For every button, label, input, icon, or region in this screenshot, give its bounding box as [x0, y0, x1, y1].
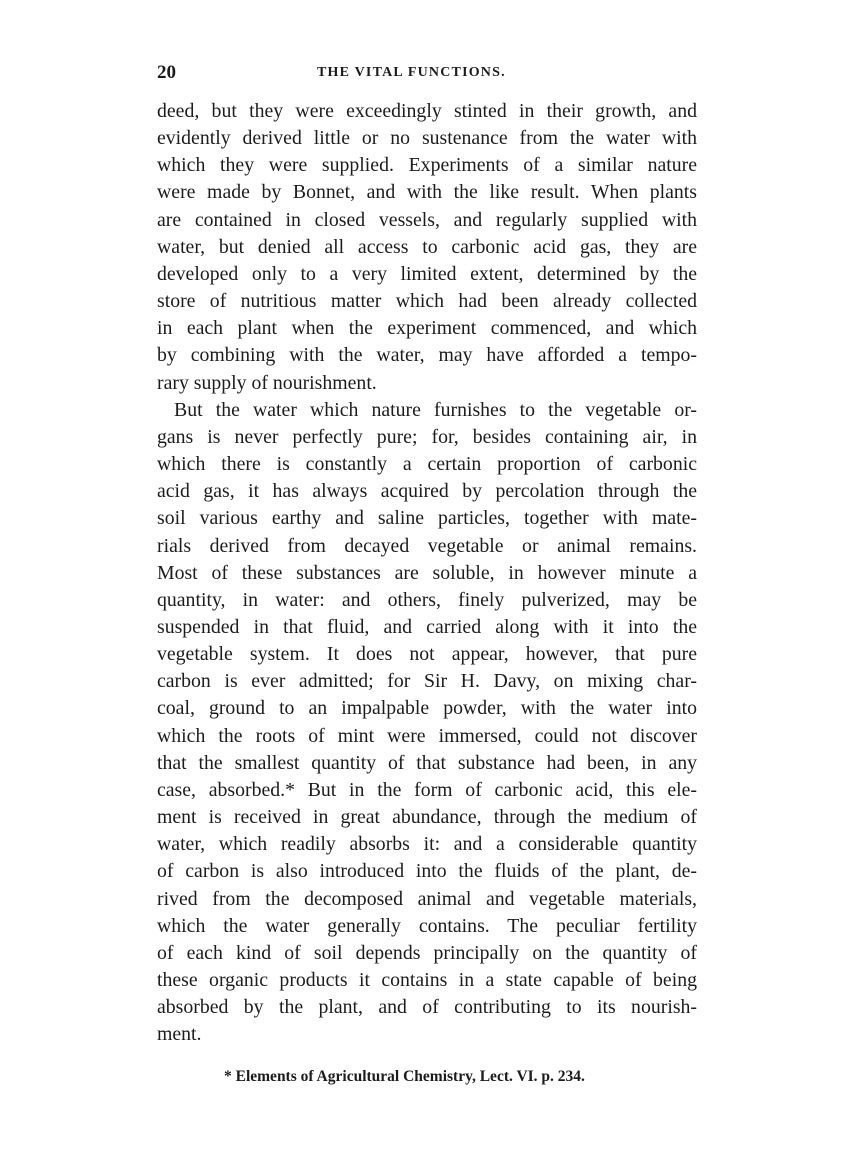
text-line: which they were supplied. Experiments of a similar nature: [157, 154, 697, 177]
text-line: these organic products it contains in a state capable of being: [157, 969, 697, 991]
text-line: that the smallest quantity of that substance had been, in any: [157, 751, 697, 774]
text-line: absorbed by the plant, and of contributing to its nourish-: [157, 996, 697, 1019]
text-line: in each plant when the experiment commenced, and which: [157, 317, 697, 340]
text-line: acid gas, it has always acquired by percolation through the: [157, 480, 697, 503]
text-line: water, but denied all access to carbonic acid gas, they are: [157, 235, 697, 258]
text-line: coal, ground to an impalpable powder, with the water into: [157, 697, 697, 720]
text-line: Most of these substances are soluble, in however minute a: [157, 561, 697, 584]
text-line: case, absorbed.* But in the form of carbonic acid, this ele-: [157, 778, 697, 801]
text-line: of each kind of soil depends principally on the quantity of: [157, 941, 697, 964]
text-line: which there is constantly a certain proportion of carbonic: [157, 453, 697, 476]
running-head: THE VITAL FUNCTIONS.: [317, 65, 506, 80]
footnote: * Elements of Agricultural Chemistry, Lect. VI. p. 234.: [224, 1068, 585, 1085]
paragraph-start-line: But the water which nature furnishes to the vegetable or-: [174, 398, 697, 421]
text-line: carbon is ever admitted; for Sir H. Davy, on mixing char-: [157, 670, 697, 693]
text-line: which the roots of mint were immersed, could not discover: [157, 724, 697, 747]
text-line: developed only to a very limited extent, determined by the: [157, 262, 697, 285]
text-line: are contained in closed vessels, and regularly supplied with: [157, 208, 697, 231]
text-line: water, which readily absorbs it: and a considerable quantity: [157, 833, 697, 856]
text-line: store of nutritious matter which had been already collected: [157, 290, 697, 313]
text-line: ment is received in great abundance, through the medium of: [157, 806, 697, 829]
text-line: rived from the decomposed animal and vegetable materials,: [157, 887, 697, 910]
text-line: which the water generally contains. The peculiar fertility: [157, 914, 697, 937]
text-line: rary supply of nourishment.: [157, 371, 377, 394]
text-line: gans is never perfectly pure; for, besides containing air, in: [157, 425, 697, 448]
text-line: rials derived from decayed vegetable or animal remains.: [157, 534, 697, 557]
text-line: were made by Bonnet, and with the like result. When plants: [157, 181, 697, 204]
text-line: of carbon is also introduced into the fluids of the plant, de-: [157, 860, 697, 883]
text-line: soil various earthy and saline particles, together with mate-: [157, 507, 697, 530]
page-number: 20: [157, 62, 176, 83]
page-header: [157, 62, 697, 86]
text-line: evidently derived little or no sustenance from the water with: [157, 127, 697, 150]
text-line: quantity, in water: and others, finely pulverized, may be: [157, 588, 697, 611]
text-line: by combining with the water, may have afforded a tempo-: [157, 344, 697, 367]
body-text: [157, 98, 697, 1048]
text-line: deed, but they were exceedingly stinted in their growth, and: [157, 100, 697, 122]
text-line: ment.: [157, 1023, 202, 1046]
text-line: suspended in that fluid, and carried along with it into the: [157, 615, 697, 638]
text-line: vegetable system. It does not appear, however, that pure: [157, 643, 697, 666]
